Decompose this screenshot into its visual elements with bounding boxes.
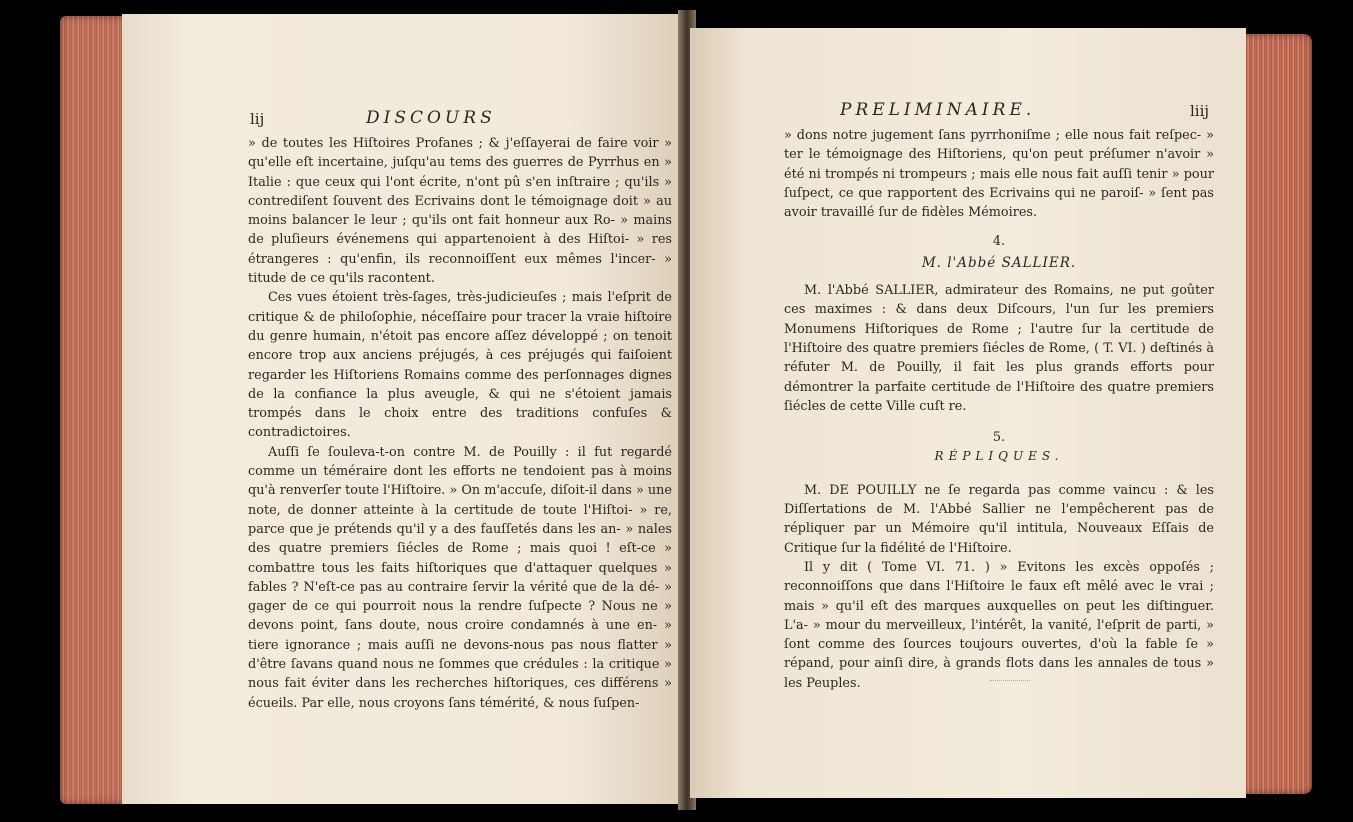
right-folio: liij — [1190, 102, 1210, 120]
book-spread — [40, 4, 1315, 814]
left-folio: lij — [250, 110, 265, 128]
faint-stamp-mark — [990, 680, 1030, 685]
section-4-number: 4. — [992, 234, 1006, 250]
right-page-edges — [1240, 34, 1312, 794]
section-5-title: RÉPLIQUES. — [934, 449, 1064, 464]
left-paragraph-3: Auſſi ſe ſouleva-t-on contre M. de Pouilly : il fut regardé comme un téméraire dont les efforts ne tendoient pas à moins qu'à renverſer toute l'Hiſtoire. » On m'accuſe, diſoit-il dans » une note, de donner atteinte à la certitude de toute l'Hiſtoi- » re, parce que je prétends qu'il y a des fauſſetés dans les an- » nales des quatre premiers ſiécles de Rome ; mais quoi ! eſt-ce » combattre tous les faits hiſtoriques que d'attaquer quelques » fables ? N'eſt-ce pas au contraire ſervir la vérité que de la dé- » gager de ce qui pourroit nous la rendre ſuſpecte ? Nous ne » devons point, ſans doute, nous croire condamnés à une en- » tiere ignorance ; mais auſſi ne devons-nous pas nous flatter » d'être ſavans quand nous ne ſommes que crédules : la critique » nous fait éviter dans les recherches hiſtoriques, ces différens » écueils. Par elle, nous croyons ſans témérité, & nous ſuſpen- — [248, 444, 672, 711]
right-intro-paragraph: » dons notre jugement ſans pyrrhoniſme ; elle nous fait reſpec- » ter le témoignage des Hiſtoriens, qu'on peut préſumer n'avoir » été ni trompés ni trompeurs ; mais elle nous fait auſſi tenir » pour ſuſpect, ce que rapportent des Ecrivains qui ne paroiſ- » ſent pas avoir travaillé ſur de fidèles Mémoires. — [784, 128, 1214, 221]
section-5-text-2: Il y dit ( Tome VI. 71. ) » Evitons les excès oppoſés ; reconnoiſſons que dans l'Hiſtoire le faux eſt mêlé avec le vrai ; mais » qu'il eſt des marques auxquelles on peut les diſtinguer. L'a- » mour du merveilleux, l'intérêt, la vanité, l'eſprit de parti, » ſont comme des ſources toujours ouvertes, d'où la fable ſe » répand, pour ainſi dire, à grands flots dans les annales de tous » les Peuples. — [784, 559, 1214, 691]
left-page — [122, 14, 682, 804]
right-running-header: PRELIMINAIRE. — [840, 100, 1036, 120]
section-4-title: M. l'Abbé SALLIER. — [921, 254, 1077, 271]
left-paragraph-2: Ces vues étoient très-ſages, très-judicieuſes ; mais l'eſprit de critique & de philoſophie, néceſſaire pour tracer la vraie hiſtoire du genre humain, n'étoit pas encore aſſez développé ; on tenoit encore trop aux anciens préjugés, à ces préjugés qui faiſoient regarder les Hiſtoriens Romains comme des perſonnages dignes de la confiance la plus aveugle, & qui ne s'étoient jamais trompés dans le choix entre des traditions confuſes & contradictoires. — [248, 290, 672, 441]
left-running-header: DISCOURS — [366, 108, 496, 128]
left-body-text — [248, 134, 672, 713]
section-4-text: M. l'Abbé SALLIER, admirateur des Romains, ne put goûter ces maximes : & dans deux Diſcours, l'un ſur les premiers Monumens Hiſtoriques de Rome ; l'autre ſur la certitude de l'Hiſtoire des quatre premiers ſiécles de Rome, ( T. VI. ) deſtinés à réfuter M. de Pouilly, il fait les plus grands efforts pour démontrer la parfaite certitude de l'Hiſtoire des quatre premiers ſiécles de cette Ville cuſt re. — [784, 283, 1214, 414]
left-paragraph-1: » de toutes les Hiſtoires Profanes ; & j'eſſayerai de faire voir » qu'elle eſt incertaine, juſqu'au tems des guerres de Pyrrhus en » Italie : que ceux qui l'ont écrite, n'ont pû s'en inſtraire ; qu'ils » contrediſent ſouvent des Ecrivains dont le témoignage doit » au moins balancer le leur ; qu'ils ont fait honneur aux Ro- » mains de pluſieurs événemens qui appartenoient à des Hiſtoi- » res étrangeres : qu'enfin, ils reconnoiſſent eux mêmes l'incer- » titude de ce qu'ils racontent. — [248, 136, 672, 287]
right-page — [690, 28, 1246, 798]
section-5-number: 5. — [992, 430, 1006, 446]
right-body-text — [784, 126, 1214, 693]
section-5-text: M. DE POUILLY ne ſe regarda pas comme vaincu : & les Diſſertations de M. l'Abbé Sallier ne l'empêcherent pas de répliquer par un Mémoire qu'il intitula, Nouveaux Eſſais de Critique ſur la fidélité de l'Hiſtoire. — [784, 482, 1214, 556]
